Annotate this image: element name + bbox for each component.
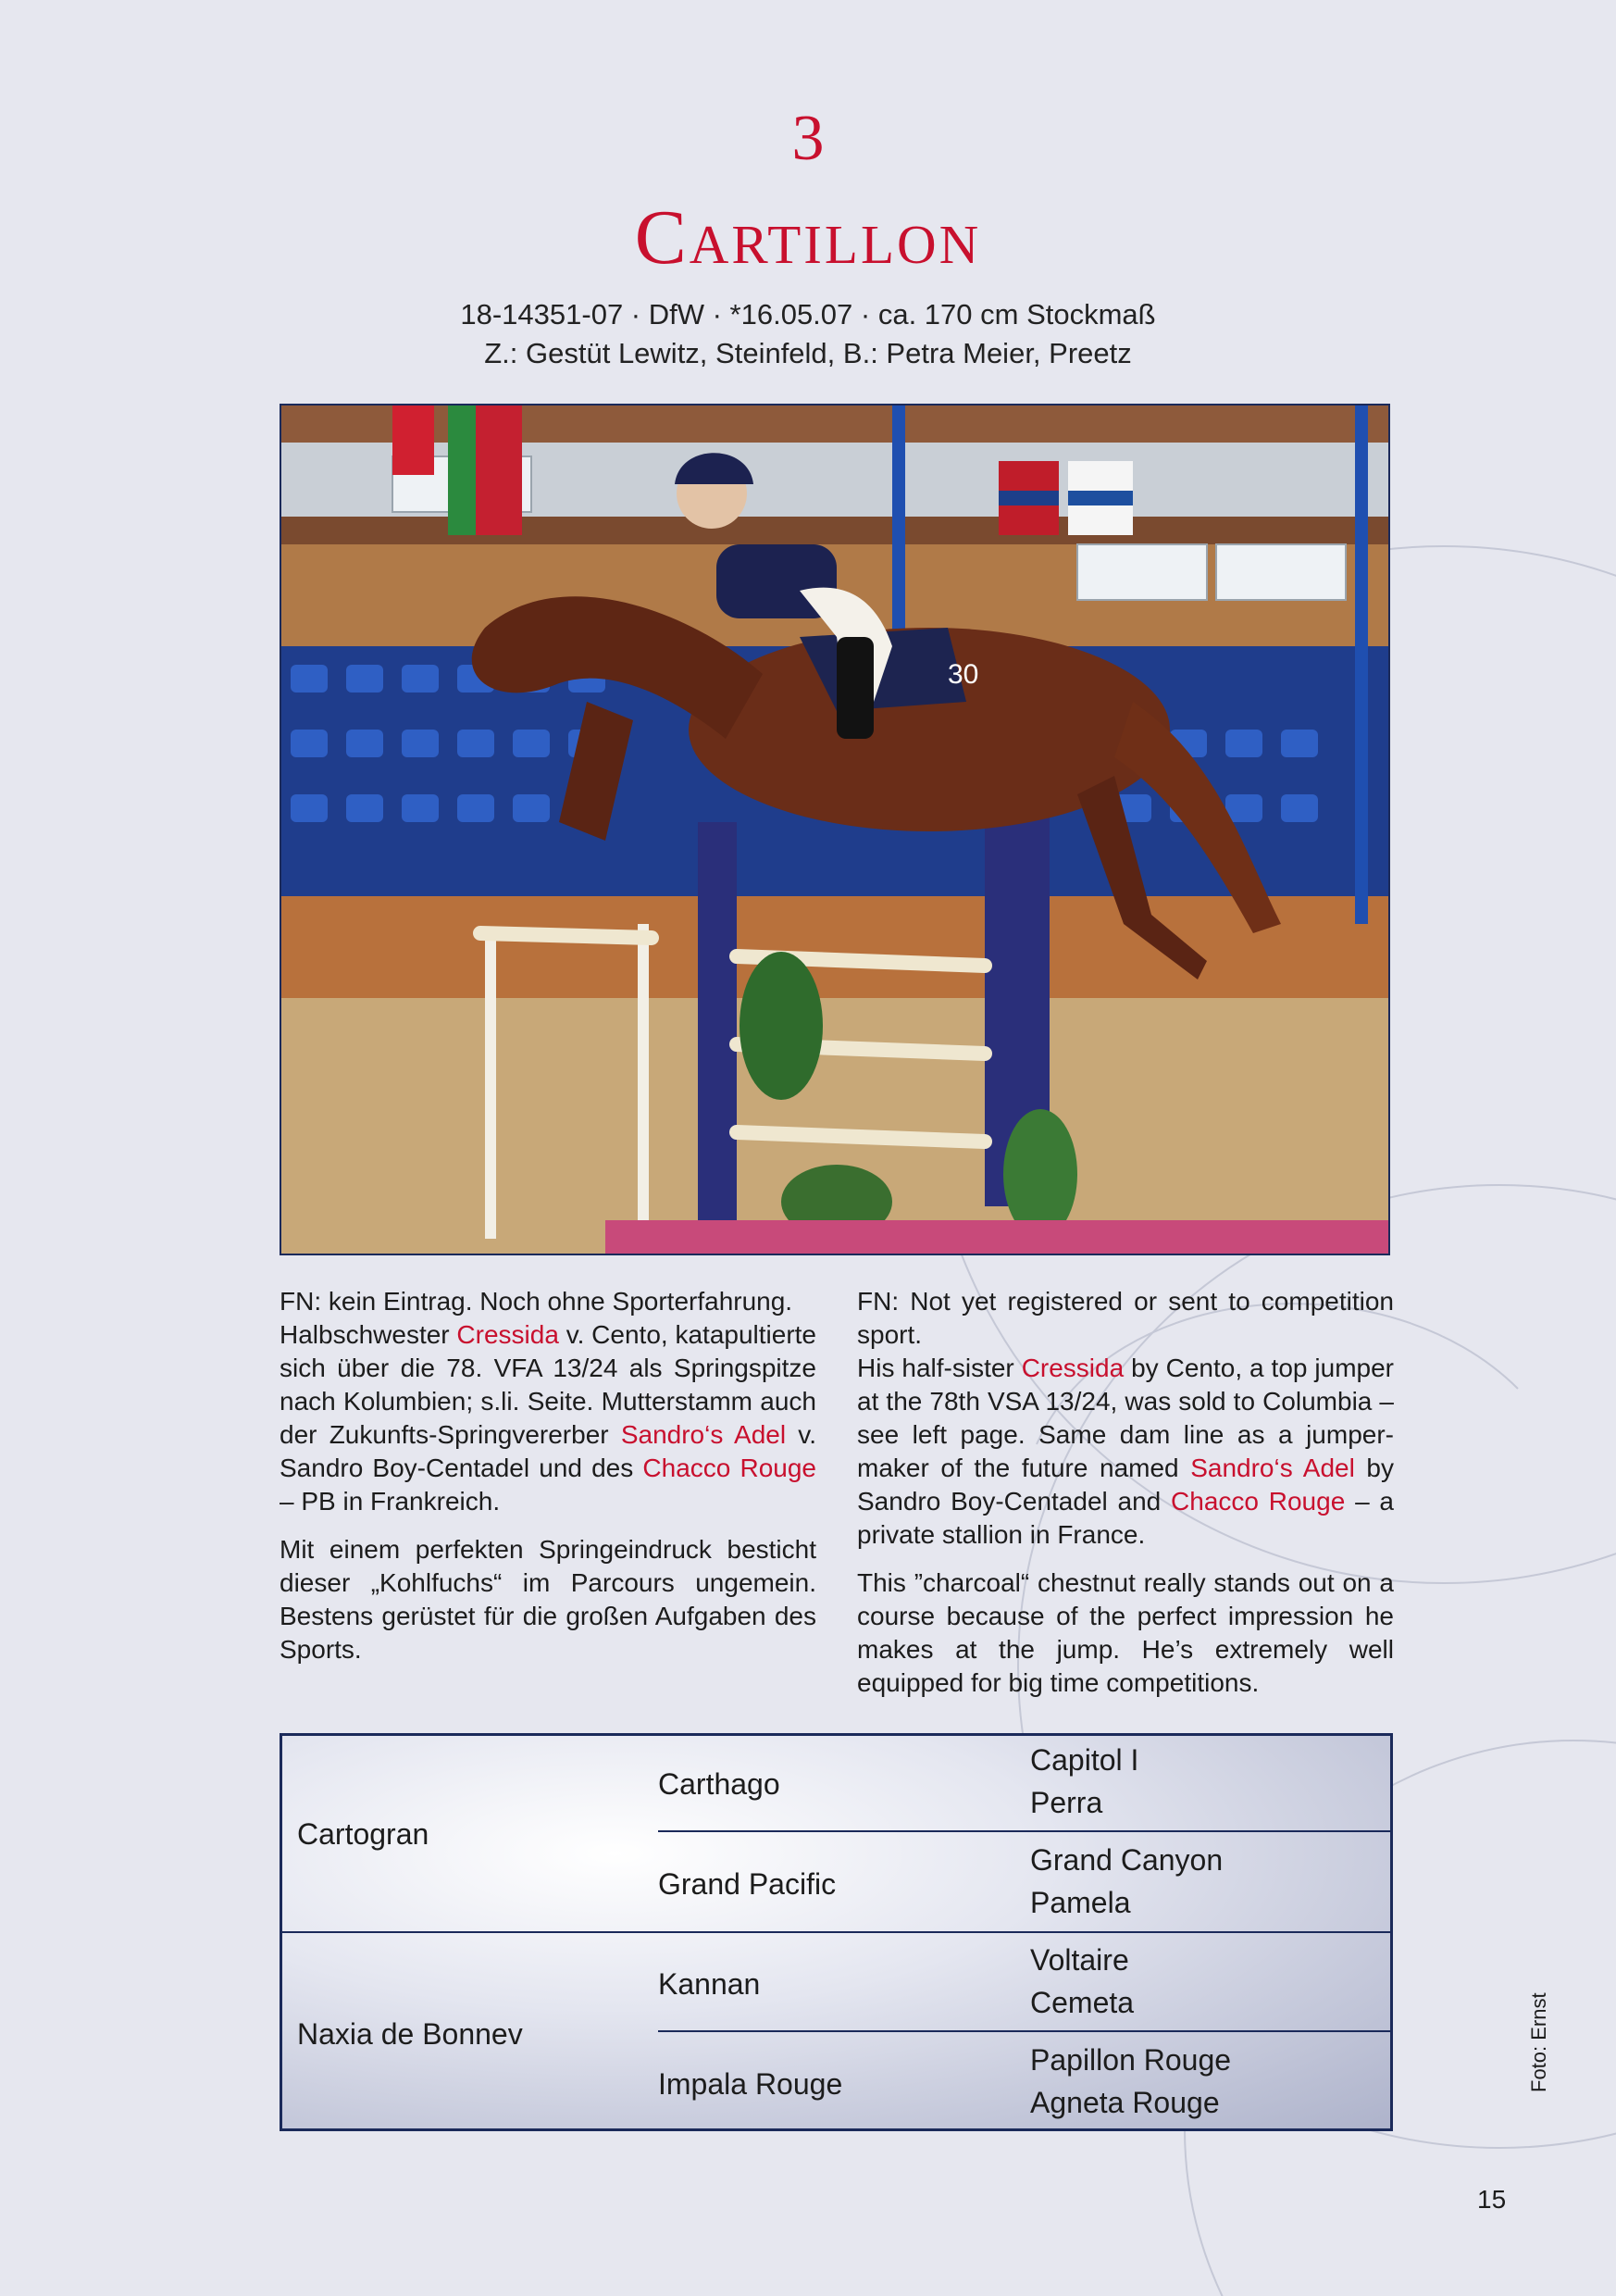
horse-name: Cartillon xyxy=(634,194,982,281)
pedigree-gen3-4: Pamela xyxy=(1030,1886,1131,1919)
german-text-segment: – PB in Frankreich. xyxy=(280,1487,501,1516)
photo-credit: Foto: Ernst xyxy=(1527,1992,1550,2092)
pedigree-sire: Cartogran xyxy=(297,1817,429,1851)
pedigree-dam: Naxia de Bonnev xyxy=(297,2017,523,2051)
german-text-segment: v. Cento, katapultierte sich über die 78. VFA 13/24 als Springspitze nach Kolumbien; s.li. Seite. Mutterstamm auch der Zukunfts-Springvererber xyxy=(280,1320,817,1449)
english-text-segment: by Sandro Boy-Centadel and xyxy=(857,1454,1394,1516)
pedigree-dam-dam: Impala Rouge xyxy=(658,2067,843,2101)
german-text-segment: v. Sandro Boy-Centadel und des xyxy=(280,1420,816,1482)
cressida-link: Cressida xyxy=(1021,1354,1125,1382)
english-description xyxy=(857,1285,1394,1715)
german-paragraph-1 xyxy=(280,1285,816,1518)
german-registration-status: FN: kein Eintrag. Noch ohne Sporterfahrung. xyxy=(280,1287,793,1316)
pedigree-divider xyxy=(658,2030,1393,2032)
german-text-segment: Halbschwester xyxy=(280,1320,457,1349)
english-text-segment: by Cento, a top jumper at the 78th VSA 13/24, was sold to Columbia – see left page. Same dam line as a jumper-maker of the future named xyxy=(857,1354,1394,1482)
pedigree-sire-dam: Grand Pacific xyxy=(658,1867,837,1901)
sandros-adel-link: Sandro‘s Adel xyxy=(1190,1454,1355,1482)
english-text-segment: His half-sister xyxy=(857,1354,1022,1382)
pedigree-gen3-7: Papillon Rouge xyxy=(1030,2043,1232,2077)
chacco-rouge-link: Chacco Rouge xyxy=(1171,1487,1346,1516)
pedigree-divider xyxy=(282,1931,1393,1933)
english-paragraph-1 xyxy=(857,1285,1394,1552)
sandros-adel-link: Sandro‘s Adel xyxy=(620,1420,787,1449)
pedigree-dam-sire: Kannan xyxy=(658,1967,761,2001)
pedigree-sire-sire: Carthago xyxy=(658,1767,780,1801)
english-text-segment: – a private stallion in France. xyxy=(857,1487,1395,1549)
registration-info: 18-14351-07 · DfW · *16.05.07 · ca. 170 cm Stockmaß xyxy=(460,298,1156,331)
show-jumping-photo xyxy=(280,404,1390,1255)
pedigree-gen3-5: Voltaire xyxy=(1030,1943,1129,1977)
pedigree-gen3-3: Grand Canyon xyxy=(1030,1843,1224,1877)
cressida-link: Cressida xyxy=(456,1320,559,1349)
pedigree-table xyxy=(280,1733,1393,2131)
lot-number: 3 xyxy=(791,103,825,174)
pedigree-divider xyxy=(658,1830,1393,1832)
pedigree-gen3-6: Cemeta xyxy=(1030,1986,1135,2019)
show-jumping-photo-icon xyxy=(281,406,1390,1255)
pedigree-gen3-2: Perra xyxy=(1030,1786,1103,1819)
english-registration-status: FN: Not yet registered or sent to competition sport. xyxy=(857,1287,1394,1349)
german-paragraph-2: Mit einem perfekten Springeindruck besticht dieser „Kohlfuchs“ im Parcours ungemein. Bestens gerüstet für die großen Aufgaben des Sports. xyxy=(280,1535,816,1664)
pedigree-gen3-8: Agneta Rouge xyxy=(1030,2086,1220,2119)
chacco-rouge-link: Chacco Rouge xyxy=(642,1454,817,1482)
saddle-pad-number: 30 xyxy=(948,659,979,690)
pedigree-gen3-1: Capitol I xyxy=(1030,1743,1139,1777)
english-paragraph-2: This ”charcoal“ chestnut really stands out on a course because of the perfect impression he makes at the jump. He’s extremely well equipped for big time competitions. xyxy=(857,1568,1394,1697)
breeder-owner-info: Z.: Gestüt Lewitz, Steinfeld, B.: Petra Meier, Preetz xyxy=(484,337,1132,369)
page-number: 15 xyxy=(1477,2185,1507,2214)
german-description xyxy=(280,1285,816,1681)
